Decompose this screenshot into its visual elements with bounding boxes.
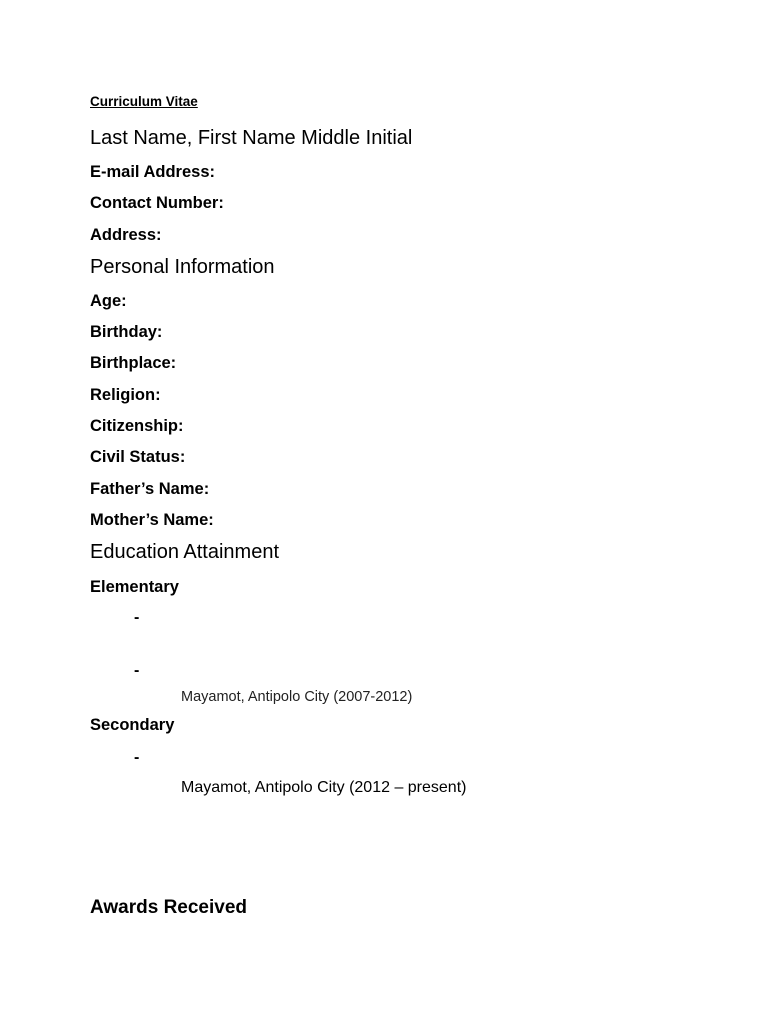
birthday-label: Birthday: bbox=[90, 323, 163, 341]
age-label: Age: bbox=[90, 292, 127, 310]
citizenship-label: Citizenship: bbox=[90, 417, 184, 435]
cv-title: Curriculum Vitae bbox=[90, 94, 198, 109]
fathers-name-label: Father’s Name: bbox=[90, 480, 210, 498]
elementary-school-location: Mayamot, Antipolo City (2007-2012) bbox=[181, 689, 413, 705]
mothers-name-label: Mother’s Name: bbox=[90, 511, 214, 529]
address-label: Address: bbox=[90, 226, 162, 244]
secondary-school-location: Mayamot, Antipolo City (2012 – present) bbox=[181, 779, 467, 796]
civil-status-label: Civil Status: bbox=[90, 448, 186, 466]
email-label: E-mail Address: bbox=[90, 163, 216, 181]
contact-number-label: Contact Number: bbox=[90, 194, 224, 212]
birthplace-label: Birthplace: bbox=[90, 354, 177, 372]
personal-information-heading: Personal Information bbox=[90, 256, 275, 278]
name-heading: Last Name, First Name Middle Initial bbox=[90, 127, 413, 149]
education-attainment-heading: Education Attainment bbox=[90, 541, 280, 563]
elementary-bullet-2: - bbox=[134, 662, 140, 679]
awards-received-heading: Awards Received bbox=[90, 897, 248, 918]
religion-label: Religion: bbox=[90, 386, 161, 404]
elementary-bullet-1: - bbox=[134, 609, 140, 626]
secondary-label: Secondary bbox=[90, 716, 175, 734]
elementary-label: Elementary bbox=[90, 578, 179, 596]
secondary-bullet-1: - bbox=[134, 749, 140, 766]
